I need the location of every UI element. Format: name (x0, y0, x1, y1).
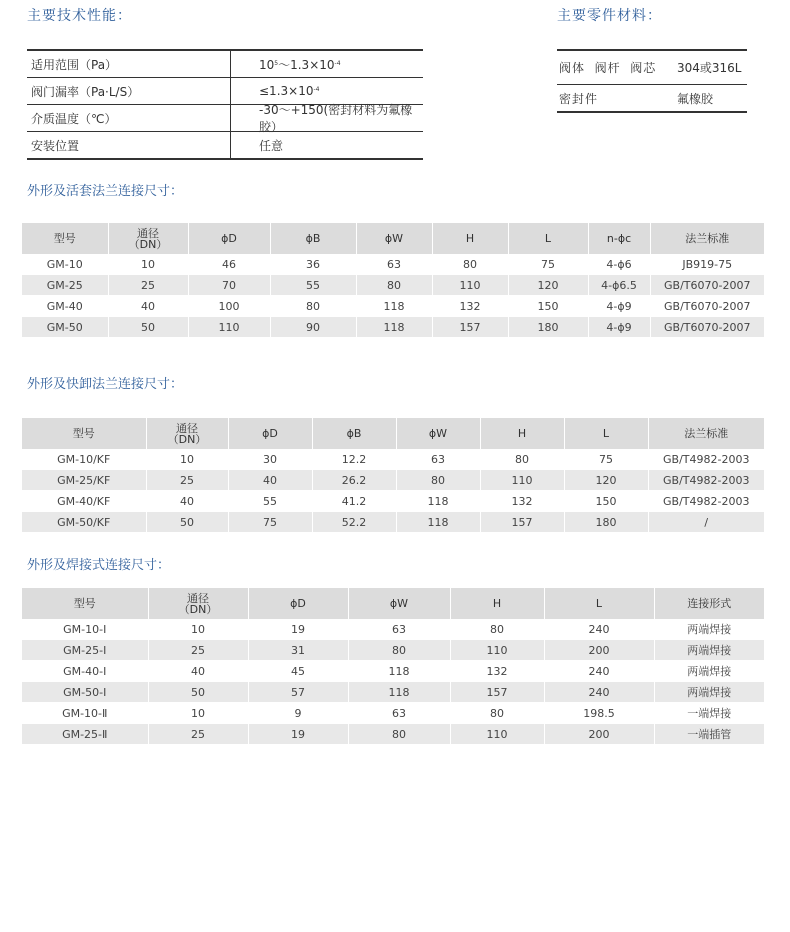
table-cell: 10 (108, 254, 188, 275)
table-cell: 80 (432, 254, 508, 275)
table-cell: 100 (188, 296, 270, 317)
table-cell: 两端焊接 (654, 661, 764, 682)
table-cell: 4-ϕ9 (588, 296, 650, 317)
column-header: 连接形式 (654, 588, 764, 619)
table-row (22, 682, 764, 703)
column-header: ϕD (228, 418, 312, 449)
table-cell: 132 (480, 491, 564, 512)
table-cell: 36 (270, 254, 356, 275)
column-header: 法兰标准 (650, 223, 764, 254)
table-cell: GB/T4982-2003 (648, 491, 764, 512)
table-cell: GM-25-Ⅰ (22, 640, 148, 661)
column-header: 法兰标准 (648, 418, 764, 449)
materials-section-title: 主要零件材料： (557, 8, 662, 24)
table-cell: 80 (356, 275, 432, 296)
table-cell: 41.2 (312, 491, 396, 512)
table-cell: 180 (564, 512, 648, 533)
table-cell: 63 (348, 619, 450, 640)
column-header: L (544, 588, 654, 619)
column-header: L (508, 223, 588, 254)
spec-label: 介质温度（℃） (27, 105, 231, 131)
materials-value: 氟橡胶 (677, 91, 714, 106)
table-cell: 80 (270, 296, 356, 317)
table-cell: 19 (248, 619, 348, 640)
spec-section-title: 主要技术性能： (27, 8, 132, 24)
materials-row (557, 85, 747, 113)
spec-label: 安装位置 (27, 132, 231, 158)
column-header: n-ϕc (588, 223, 650, 254)
table-cell: 25 (148, 724, 248, 745)
table-cell: 110 (188, 317, 270, 338)
table-cell: 80 (480, 449, 564, 470)
table3-title: 外形及焊接式连接尺寸： (27, 558, 171, 573)
table-cell: 180 (508, 317, 588, 338)
table-cell: GM-25/KF (22, 470, 146, 491)
table-cell: 240 (544, 682, 654, 703)
table-header-row (22, 588, 764, 619)
table-cell: 46 (188, 254, 270, 275)
column-header: 型号 (22, 418, 146, 449)
table-cell: 200 (544, 640, 654, 661)
table-row (22, 703, 764, 724)
weld-table (22, 588, 764, 745)
table-cell: 63 (396, 449, 480, 470)
table-row (22, 470, 764, 491)
table-cell: 75 (508, 254, 588, 275)
spec-row (27, 132, 423, 160)
table-cell: 200 (544, 724, 654, 745)
table-cell: 198.5 (544, 703, 654, 724)
table-cell: GM-25 (22, 275, 108, 296)
table-cell: 4-ϕ6 (588, 254, 650, 275)
table-cell: 4-ϕ6.5 (588, 275, 650, 296)
table-cell: / (648, 512, 764, 533)
table-cell: 一端焊接 (654, 703, 764, 724)
table-cell: 118 (348, 682, 450, 703)
table1-title: 外形及活套法兰连接尺寸： (27, 184, 184, 199)
spec-value: $\le 1.3\times 10^{-4}$ (259, 84, 320, 98)
table-cell: 150 (508, 296, 588, 317)
table-cell: 90 (270, 317, 356, 338)
column-header: L (564, 418, 648, 449)
table-cell: 157 (450, 682, 544, 703)
table-cell: 45 (248, 661, 348, 682)
table-cell: 4-ϕ9 (588, 317, 650, 338)
table-cell: 25 (108, 275, 188, 296)
table-cell: 12.2 (312, 449, 396, 470)
table-row (22, 512, 764, 533)
column-header: ϕW (396, 418, 480, 449)
flange-table-quick (22, 418, 764, 533)
table-cell: 25 (146, 470, 228, 491)
table-cell: 40 (108, 296, 188, 317)
table-cell: 80 (450, 619, 544, 640)
table-cell: 两端焊接 (654, 619, 764, 640)
column-header: 型号 (22, 223, 108, 254)
table-cell: GM-40/KF (22, 491, 146, 512)
column-header: H (480, 418, 564, 449)
table-cell: 50 (108, 317, 188, 338)
spec-value: -30～+150(密封材料为氟橡胶） (259, 103, 413, 134)
table-cell: GM-10-Ⅱ (22, 703, 148, 724)
spec-value: $10^5\sim 1.3\times 10^{-4}$ (259, 57, 341, 72)
table-cell: 40 (228, 470, 312, 491)
table-cell: 132 (450, 661, 544, 682)
table-row (22, 275, 764, 296)
table-row (22, 724, 764, 745)
table-header-row (22, 418, 764, 449)
table-cell: GB/T4982-2003 (648, 470, 764, 491)
table-cell: 110 (450, 640, 544, 661)
table-cell: 240 (544, 619, 654, 640)
column-header: ϕD (248, 588, 348, 619)
table-cell: GB/T6070-2007 (650, 317, 764, 338)
table-cell: 157 (480, 512, 564, 533)
materials-label: 阀体 阀杆 阀芯 (559, 61, 657, 75)
table-cell: 10 (148, 619, 248, 640)
column-header: 通径 （DN） (108, 223, 188, 254)
materials-label: 密封件 (559, 91, 599, 106)
table-cell: 40 (146, 491, 228, 512)
flange-table-loose (22, 223, 764, 338)
column-header: ϕW (356, 223, 432, 254)
table-cell: 40 (148, 661, 248, 682)
column-header: ϕB (270, 223, 356, 254)
table-cell: GB/T6070-2007 (650, 275, 764, 296)
table-cell: 10 (146, 449, 228, 470)
column-header: ϕW (348, 588, 450, 619)
table-cell: 70 (188, 275, 270, 296)
table-cell: 25 (148, 640, 248, 661)
table-cell: 110 (450, 724, 544, 745)
column-header: ϕB (312, 418, 396, 449)
spec-label: 阀门漏率（Pa·L/S） (27, 78, 231, 104)
table-cell: 30 (228, 449, 312, 470)
table-cell: 52.2 (312, 512, 396, 533)
table-cell: GM-50-Ⅰ (22, 682, 148, 703)
table-cell: 110 (432, 275, 508, 296)
table-cell: 80 (348, 640, 450, 661)
table-cell: 157 (432, 317, 508, 338)
table-cell: 75 (564, 449, 648, 470)
table-cell: 240 (544, 661, 654, 682)
table-cell: GM-40-Ⅰ (22, 661, 148, 682)
spec-value: 任意 (259, 138, 284, 153)
column-header: ϕD (188, 223, 270, 254)
table-cell: 120 (508, 275, 588, 296)
table-row (22, 296, 764, 317)
column-header: 通径 （DN） (146, 418, 228, 449)
table-cell: 63 (356, 254, 432, 275)
table-row (22, 640, 764, 661)
table2-title: 外形及快卸法兰连接尺寸： (27, 377, 184, 392)
table-cell: 118 (356, 296, 432, 317)
table-cell: GM-25-Ⅱ (22, 724, 148, 745)
table-cell: 80 (396, 470, 480, 491)
table-cell: GM-40 (22, 296, 108, 317)
table-cell: 118 (356, 317, 432, 338)
table-cell: 110 (480, 470, 564, 491)
table-cell: 63 (348, 703, 450, 724)
table-cell: 75 (228, 512, 312, 533)
table-cell: 150 (564, 491, 648, 512)
table-row (22, 449, 764, 470)
table-cell: 31 (248, 640, 348, 661)
table-cell: 一端插管 (654, 724, 764, 745)
table-cell: GM-10-Ⅰ (22, 619, 148, 640)
column-header: 型号 (22, 588, 148, 619)
spec-table (27, 49, 423, 160)
table-row (22, 254, 764, 275)
column-header: H (432, 223, 508, 254)
table-row (22, 317, 764, 338)
table-cell: GB/T6070-2007 (650, 296, 764, 317)
table-cell: 132 (432, 296, 508, 317)
table-cell: 118 (396, 491, 480, 512)
column-header: 通径 （DN） (148, 588, 248, 619)
table-row (22, 661, 764, 682)
table-header-row (22, 223, 764, 254)
table-cell: 10 (148, 703, 248, 724)
table-cell: 19 (248, 724, 348, 745)
table-cell: 120 (564, 470, 648, 491)
table-cell: 50 (148, 682, 248, 703)
table-cell: JB919-75 (650, 254, 764, 275)
table-cell: 80 (450, 703, 544, 724)
table-cell: 118 (396, 512, 480, 533)
table-cell: GB/T4982-2003 (648, 449, 764, 470)
materials-table (557, 49, 747, 113)
table-cell: GM-10/KF (22, 449, 146, 470)
spec-row (27, 105, 423, 132)
table-row (22, 491, 764, 512)
table-cell: 两端焊接 (654, 640, 764, 661)
spec-label: 适用范围（Pa） (27, 51, 231, 77)
table-row (22, 619, 764, 640)
table-cell: 57 (248, 682, 348, 703)
table-cell: GM-10 (22, 254, 108, 275)
table-cell: 80 (348, 724, 450, 745)
table-cell: 118 (348, 661, 450, 682)
table-cell: GM-50/KF (22, 512, 146, 533)
table-cell: 50 (146, 512, 228, 533)
column-header: H (450, 588, 544, 619)
materials-value: 304或316L (677, 61, 742, 75)
table-cell: 55 (228, 491, 312, 512)
table-cell: GM-50 (22, 317, 108, 338)
materials-row (557, 51, 747, 85)
table-cell: 26.2 (312, 470, 396, 491)
table-cell: 55 (270, 275, 356, 296)
spec-row (27, 51, 423, 78)
table-cell: 9 (248, 703, 348, 724)
table-cell: 两端焊接 (654, 682, 764, 703)
